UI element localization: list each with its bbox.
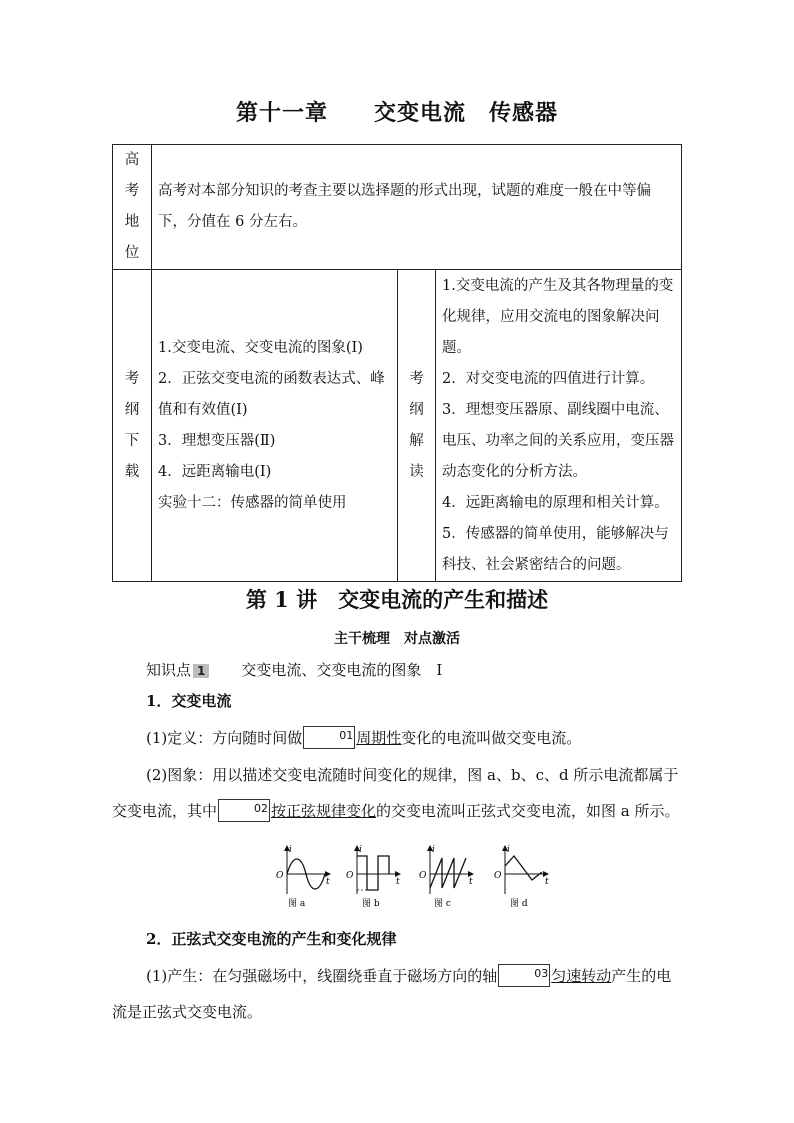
interpretation-item: 1.交变电流的产生及其各物理量的变化规律，应用交流电的图象解决问题。 (442, 277, 674, 356)
text: 变化的电流叫做交变电流。 (401, 729, 582, 747)
axis-label: i (432, 845, 435, 855)
figure-c (419, 845, 473, 909)
text: (1)定义：方向随时间做 (146, 729, 303, 747)
syllabus-item: 4．远距离输电(Ⅰ) (158, 463, 272, 480)
kp-level: Ⅰ (436, 661, 443, 679)
kp-badge: 1 (193, 664, 209, 678)
origin-label: O (419, 871, 427, 881)
status-text: 高考对本部分知识的考查主要以选择题的形式出现，试题的难度一般在中等偏下，分值在 6 分左右。 (152, 145, 682, 270)
figure-caption: 图 b (362, 899, 380, 909)
interpretation-item: 2．对交变电流的四值进行计算。 (442, 370, 655, 387)
axis-label: i (289, 845, 292, 855)
chapter-title: 第十一章 交变电流 传感器 (235, 100, 558, 126)
fill-answer: 按正弦规律变化 (271, 802, 377, 820)
origin-label: O (276, 871, 284, 881)
section-heading: 主干梳理 对点激活 (334, 631, 460, 647)
syllabus-list (152, 270, 398, 582)
figure-d (494, 845, 549, 909)
fill-answer: 周期性 (356, 729, 402, 747)
origin-label: O (494, 871, 502, 881)
origin-label: O (346, 871, 354, 881)
syllabus-item: 2．正弦交变电流的函数表达式、峰值和有效值(Ⅰ) (158, 370, 385, 418)
syllabus-item: 3．理想变压器(Ⅱ) (158, 432, 276, 449)
axis-label: t (545, 877, 549, 887)
graph-paragraph (112, 757, 682, 829)
axis-label: t (326, 877, 330, 887)
axis-label: t (469, 877, 473, 887)
ac-figures (270, 842, 560, 914)
figure-caption: 图 c (434, 899, 451, 909)
fill-answer: 匀速转动 (551, 967, 612, 985)
blank-number: 01 (303, 726, 355, 749)
axis-label: i (359, 845, 362, 855)
text: (1)产生：在匀强磁场中，线圈绕垂直于磁场方向的轴 (146, 967, 498, 985)
lesson-title: 第 1 讲 交变电流的产生和描述 (245, 587, 549, 612)
interpretation-item: 5．传感器的简单使用，能够解决与科技、社会紧密结合的问题。 (442, 525, 669, 573)
heading-ac: 1．交变电流 (146, 692, 232, 710)
blank-number: 02 (218, 799, 270, 822)
axis-label: t (396, 877, 400, 887)
kp-title: 交变电流、交变电流的图象 (241, 661, 422, 679)
syllabus-label: 考 纲 下 载 (113, 270, 152, 582)
figure-caption: 图 a (288, 899, 306, 909)
kp-prefix: 知识点 (146, 661, 192, 679)
status-label: 高 考 地 位 (113, 145, 152, 270)
blank-number: 03 (498, 964, 550, 987)
syllabus-item: 1.交变电流、交变电流的图象(Ⅰ) (158, 339, 363, 356)
overview-table (112, 144, 682, 582)
generation-paragraph (112, 958, 682, 1030)
interpretation-item: 4．远距离输电的原理和相关计算。 (442, 494, 669, 511)
interpretation-item: 3．理想变压器原、副线圈中电流、电压、功率之间的关系应用，变压器动态变化的分析方法。 (442, 401, 674, 480)
heading-sinusoidal: 2．正弦式交变电流的产生和变化规律 (146, 930, 397, 948)
text: 的交变电流叫正弦式交变电流，如图 a 所示。 (376, 802, 680, 820)
syllabus-row (113, 270, 682, 582)
knowledge-point (146, 659, 442, 680)
figure-a (276, 845, 330, 909)
text: (2)图象：用以描述交变电流随时间变化的规律，图 a、b、c、d 所示电流都属于交变电流，其中 (112, 766, 679, 820)
text: 产生的电流是正弦式交变电流。 (112, 967, 672, 1021)
interpretation-list (436, 270, 682, 582)
interpretation-label: 考 纲 解 读 (398, 270, 436, 582)
figure-caption: 图 d (510, 899, 528, 909)
axis-label: i (507, 845, 510, 855)
status-row (113, 145, 682, 270)
syllabus-item: 实验十二：传感器的简单使用 (158, 494, 347, 511)
definition-paragraph (112, 720, 682, 756)
figure-b (346, 845, 400, 909)
